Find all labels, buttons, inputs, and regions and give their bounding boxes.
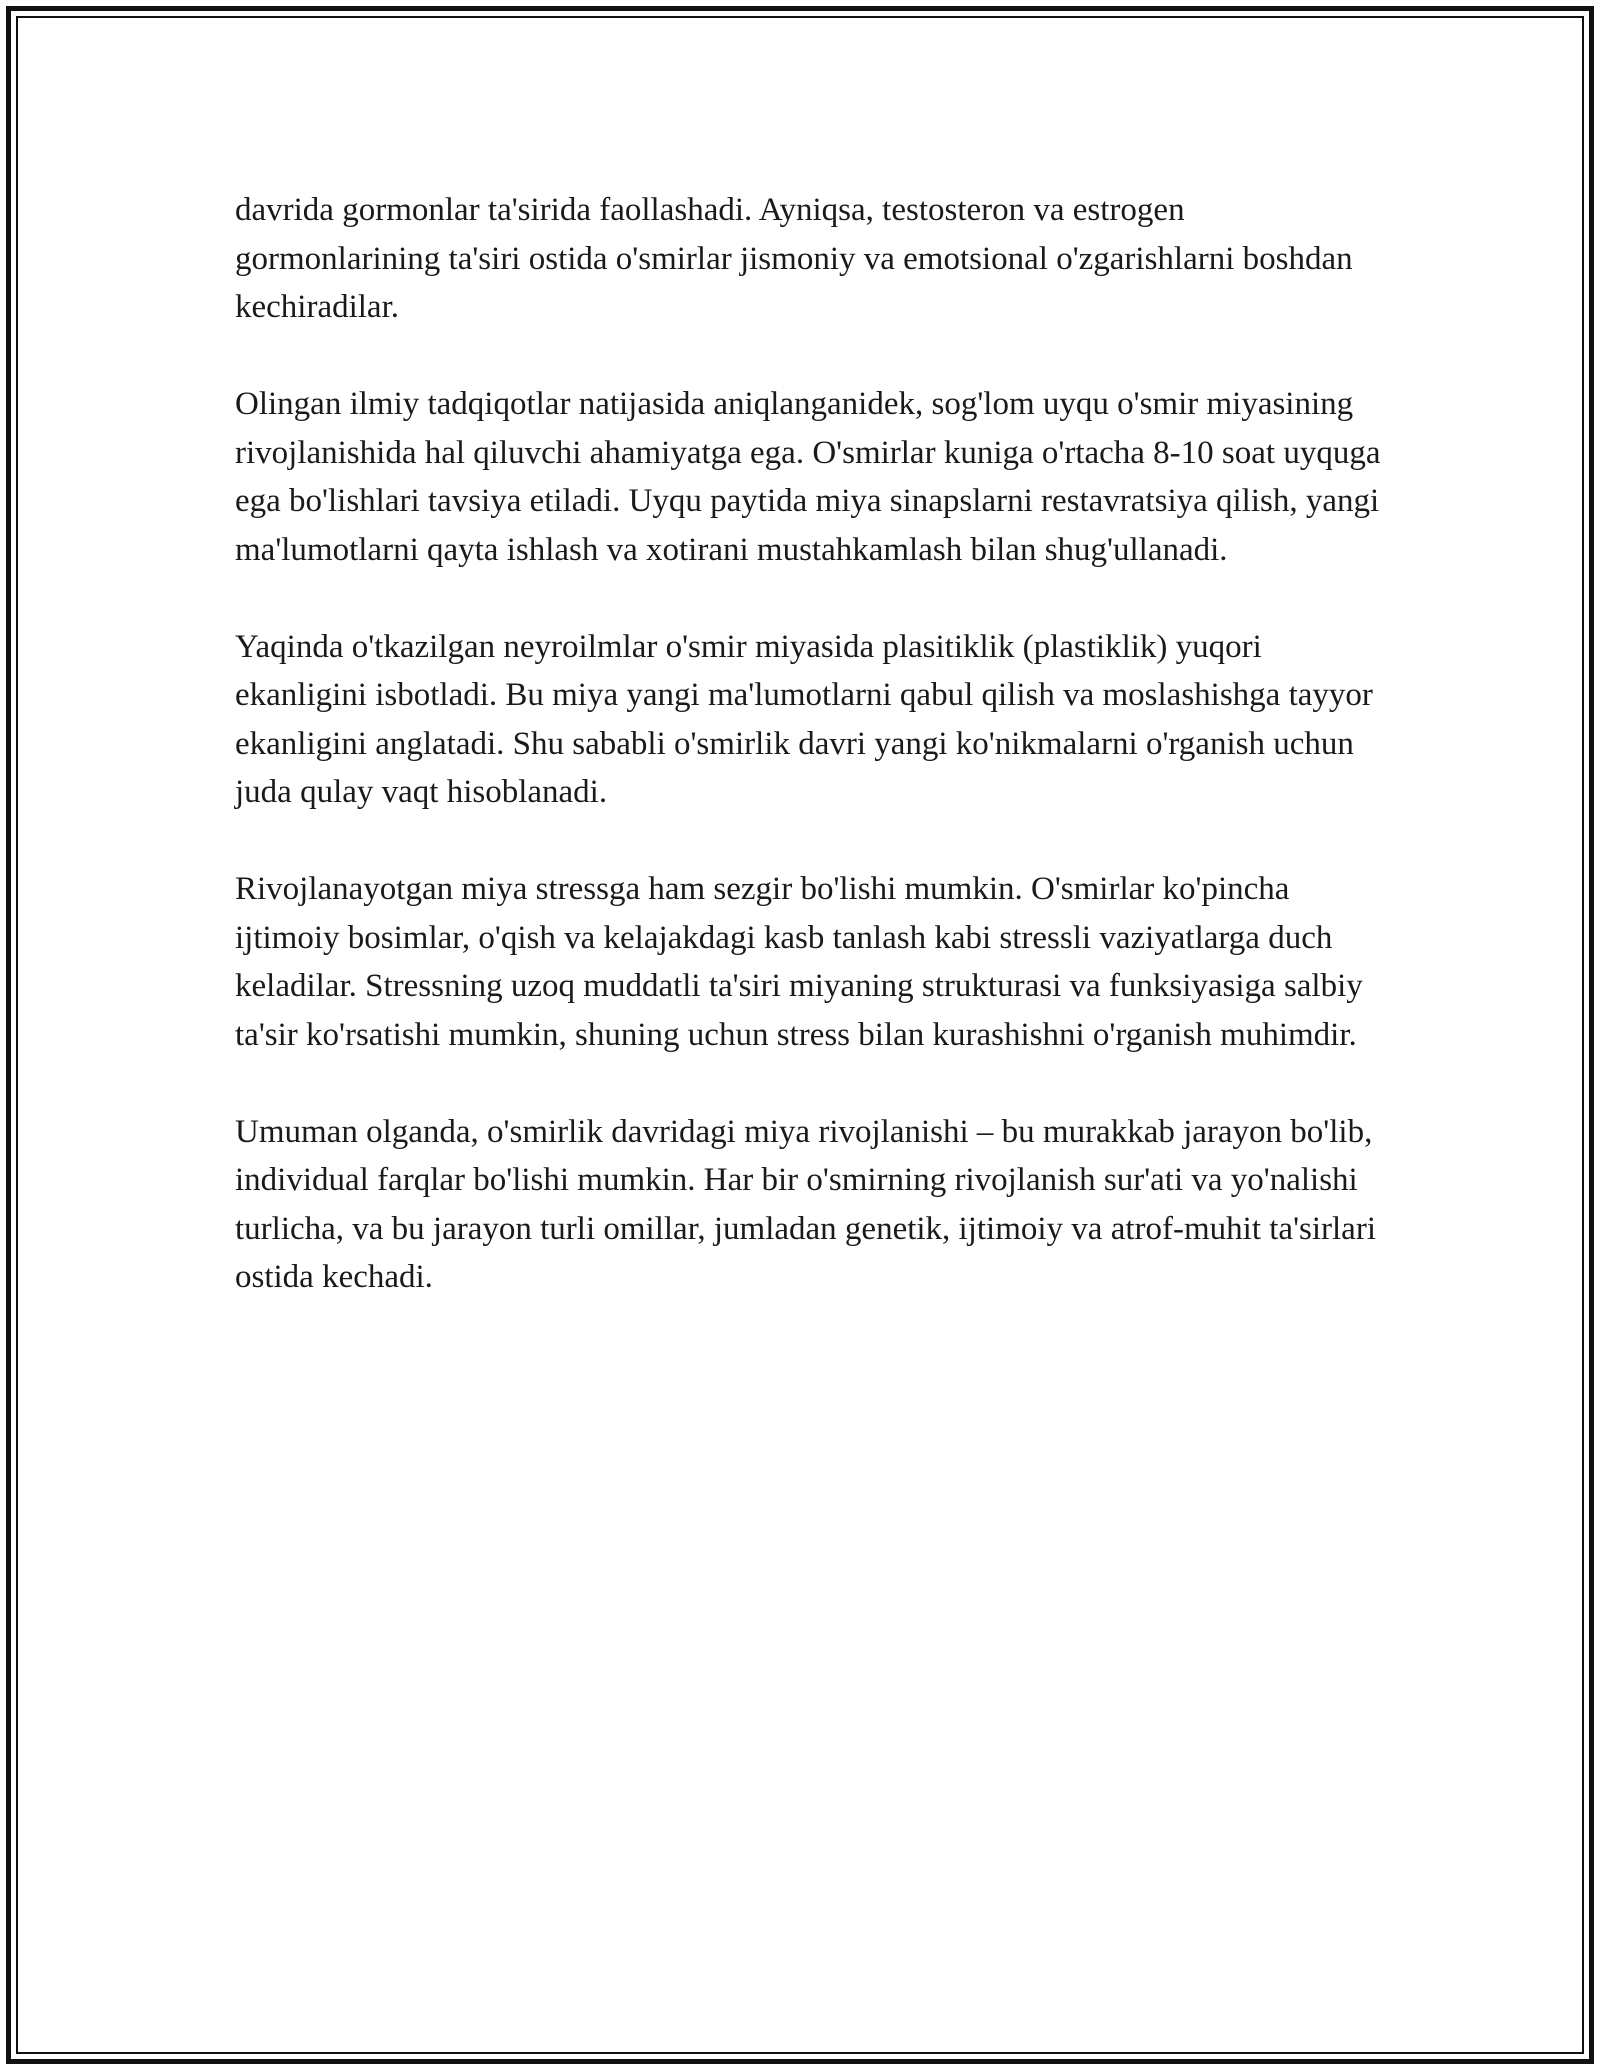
paragraph-conclusion: Umuman olganda, o'smirlik davridagi miya rivojlanishi – bu murakkab jarayon bo'lib, individual farqlar bo'lishi mumkin. Har bir o'smirning rivojlanish sur'ati va yo'nalishi turlicha, va bu jarayon turli omillar, jumladan genetik, ijtimoiy va atrof-muhit ta'sirlari ostida kechadi. (235, 1113, 1376, 1295)
document-body (235, 186, 1390, 1350)
paragraph-hormones: davrida gormonlar ta'sirida faollashadi. Ayniqsa, testosteron va estrogen gormonlarining ta'siri ostida o'smirlar jismoniy va emotsional o'zgarishlarni boshdan kechiradilar. (235, 192, 1353, 325)
paragraph-plasticity: Yaqinda o'tkazilgan neyroilmlar o'smir miyasida plasitiklik (plastiklik) yuqori ekanligini isbotladi. Bu miya yangi ma'lumotlarni qabul qilish va moslashishga tayyor ekanligini anglatadi. Shu sababli o'smirlik davri yangi ko'nikmalarni o'rganish uchun juda qulay vaqt hisoblanadi. (235, 628, 1373, 810)
paragraph-sleep: Olingan ilmiy tadqiqotlar natijasida aniqlanganidek, sog'lom uyqu o'smir miyasining rivojlanishida hal qiluvchi ahamiyatga ega. O'smirlar kuniga o'rtacha 8-10 soat uyquga ega bo'lishlari tavsiya etiladi. Uyqu paytida miya sinapslarni restavratsiya qilish, yangi ma'lumotlarni qayta ishlash va xotirani mustahkamlash bilan shug'ullanadi. (235, 386, 1381, 568)
paragraph-stress: Rivojlanayotgan miya stressga ham sezgir bo'lishi mumkin. O'smirlar ko'pincha ijtimoiy bosimlar, o'qish va kelajakdagi kasb tanlash kabi stressli vaziyatlarga duch keladilar. Stressning uzoq muddatli ta'siri miyaning strukturasi va funksiyasiga salbiy ta'sir ko'rsatishi mumkin, shuning uchun stress bilan kurashishni o'rganish muhimdir. (235, 871, 1363, 1053)
